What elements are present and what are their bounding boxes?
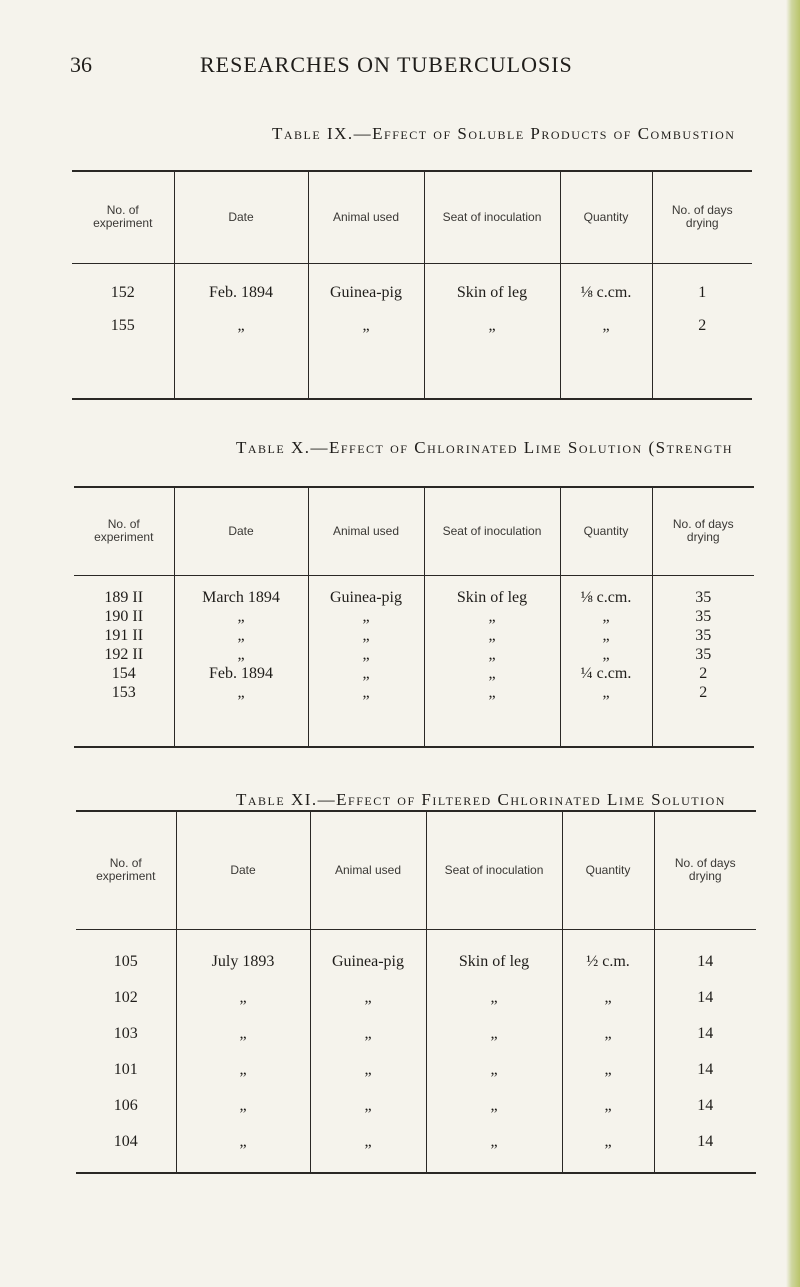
col-header-animal: Animal used [310, 811, 426, 929]
table-cell: 1 [698, 283, 707, 301]
seat-cell [424, 575, 560, 747]
table-cell: „ [490, 1024, 498, 1042]
quantity-cell [560, 575, 652, 747]
table-cell: „ [237, 683, 245, 701]
table-cell: „ [490, 988, 498, 1006]
col-header-days: No. of days drying [652, 487, 754, 575]
table-cell: 192 II [104, 645, 144, 663]
table-x-body [74, 575, 754, 747]
col-header-experiment: No. of experiment [74, 487, 174, 575]
table-cell: 14 [697, 1132, 714, 1150]
col-header-animal: Animal used [308, 487, 424, 575]
col-header-animal: Animal used [308, 171, 424, 263]
table-cell: ⅛ c.cm. [580, 588, 632, 606]
table-xi-caption: Table XI.—Effect of Filtered Chlorinated Lime Solution [236, 790, 726, 809]
table-cell: „ [362, 645, 370, 663]
table-x [74, 486, 754, 748]
table-cell: ¼ c.cm. [580, 664, 632, 682]
days-cell [652, 575, 754, 747]
table-cell: 2 [699, 664, 708, 682]
table-cell: „ [237, 645, 245, 663]
col-header-experiment: No. of experiment [76, 811, 176, 929]
table-cell: „ [602, 626, 610, 644]
animal-cell [308, 575, 424, 747]
table-cell: „ [364, 1060, 372, 1078]
table-cell: „ [239, 1024, 247, 1042]
col-header-quantity: Quantity [560, 171, 652, 263]
quantity-cell [562, 929, 654, 1173]
date-cell [174, 575, 308, 747]
table-cell: „ [602, 645, 610, 663]
table-cell: 14 [697, 988, 714, 1006]
table-cell: „ [239, 1132, 247, 1150]
table-cell: Feb. 1894 [209, 283, 273, 301]
table-cell: „ [237, 607, 245, 625]
table-x-caption: Table X.—Effect of Chlorinated Lime Solution (Strength [236, 438, 734, 457]
table-cell: 14 [697, 952, 714, 970]
table-cell: „ [602, 607, 610, 625]
table-cell: „ [490, 1096, 498, 1114]
table-cell: 14 [697, 1060, 714, 1078]
table-cell: July 1893 [211, 952, 275, 970]
table-cell: „ [239, 1060, 247, 1078]
table-cell: 105 [113, 952, 138, 970]
table-cell: „ [602, 683, 610, 701]
col-header-seat: Seat of inoculation [424, 171, 560, 263]
date-cell [174, 263, 308, 399]
seat-cell [424, 263, 560, 399]
table-cell: Guinea-pig [330, 283, 402, 301]
table-cell: Feb. 1894 [209, 664, 273, 682]
table-xi [76, 810, 756, 1174]
experiment-cell [72, 263, 174, 399]
table-cell: „ [364, 988, 372, 1006]
table-cell: 189 II [104, 588, 144, 606]
col-header-days: No. of days drying [654, 811, 756, 929]
table-cell: 35 [695, 607, 712, 625]
col-header-date: Date [176, 811, 310, 929]
table-cell: „ [362, 626, 370, 644]
col-header-experiment: No. of experiment [72, 171, 174, 263]
table-cell: „ [604, 1024, 612, 1042]
table-cell: „ [488, 683, 496, 701]
table-xi-header-row [76, 811, 756, 929]
days-cell [652, 263, 752, 399]
table-cell: 101 [113, 1060, 138, 1078]
table-cell: „ [604, 1096, 612, 1114]
experiment-cell [74, 575, 174, 747]
table-cell: „ [239, 988, 247, 1006]
table-cell: „ [362, 683, 370, 701]
col-header-seat: Seat of inoculation [426, 811, 562, 929]
book-title: RESEARCHES ON TUBERCULOSIS [200, 52, 573, 77]
table-cell: 35 [695, 645, 712, 663]
table-cell: 14 [697, 1096, 714, 1114]
table-cell: „ [488, 607, 496, 625]
table-cell: 35 [695, 588, 712, 606]
table-cell: 35 [695, 626, 712, 644]
table-cell: 190 II [104, 607, 144, 625]
table-cell: 2 [698, 316, 707, 334]
table-cell: 191 II [104, 626, 144, 644]
table-cell: „ [364, 1132, 372, 1150]
table-cell: „ [239, 1096, 247, 1114]
table-cell: „ [237, 626, 245, 644]
table-cell: Guinea-pig [330, 588, 402, 606]
table-cell: Skin of leg [456, 283, 528, 301]
seat-cell [426, 929, 562, 1173]
col-header-seat: Seat of inoculation [424, 487, 560, 575]
table-ix [72, 170, 752, 400]
table-cell: Guinea-pig [332, 952, 404, 970]
table-cell: „ [488, 316, 496, 334]
col-header-quantity: Quantity [562, 811, 654, 929]
table-cell: „ [604, 1132, 612, 1150]
table-cell: „ [237, 316, 245, 334]
table-cell: „ [602, 316, 610, 334]
table-ix-header-row [72, 171, 752, 263]
table-cell: „ [604, 1060, 612, 1078]
quantity-cell [560, 263, 652, 399]
table-cell: „ [488, 645, 496, 663]
animal-cell [308, 263, 424, 399]
table-cell: „ [488, 664, 496, 682]
table-cell: 2 [699, 683, 708, 701]
table-cell: „ [604, 988, 612, 1006]
animal-cell [310, 929, 426, 1173]
table-cell: 103 [113, 1024, 138, 1042]
table-cell: 102 [113, 988, 138, 1006]
table-cell: „ [362, 607, 370, 625]
table-x-header-row [74, 487, 754, 575]
table-cell: 154 [111, 664, 136, 682]
page-number: 36 [70, 52, 92, 77]
table-ix-caption: Table IX.—Effect of Soluble Products of Combustion [272, 124, 736, 143]
table-cell: Skin of leg [458, 952, 530, 970]
col-header-quantity: Quantity [560, 487, 652, 575]
running-head [0, 52, 800, 82]
table-cell: „ [364, 1024, 372, 1042]
table-cell: ½ c.m. [586, 952, 630, 970]
table-cell: Skin of leg [456, 588, 528, 606]
table-cell: 155 [110, 316, 135, 334]
page-edge-shadow [786, 0, 800, 1287]
col-header-days: No. of days drying [652, 171, 752, 263]
table-cell: „ [488, 626, 496, 644]
table-cell: „ [362, 316, 370, 334]
table-cell: 153 [111, 683, 136, 701]
days-cell [654, 929, 756, 1173]
table-cell: 104 [113, 1132, 138, 1150]
table-cell: 152 [110, 283, 135, 301]
table-cell: „ [490, 1132, 498, 1150]
col-header-date: Date [174, 171, 308, 263]
table-cell: „ [490, 1060, 498, 1078]
col-header-date: Date [174, 487, 308, 575]
table-cell: „ [362, 664, 370, 682]
table-cell: ⅛ c.cm. [580, 283, 632, 301]
table-cell: 14 [697, 1024, 714, 1042]
table-cell: 106 [113, 1096, 138, 1114]
table-ix-body [72, 263, 752, 399]
date-cell [176, 929, 310, 1173]
table-xi-body [76, 929, 756, 1173]
table-cell: March 1894 [202, 588, 280, 606]
table-cell: „ [364, 1096, 372, 1114]
experiment-cell [76, 929, 176, 1173]
